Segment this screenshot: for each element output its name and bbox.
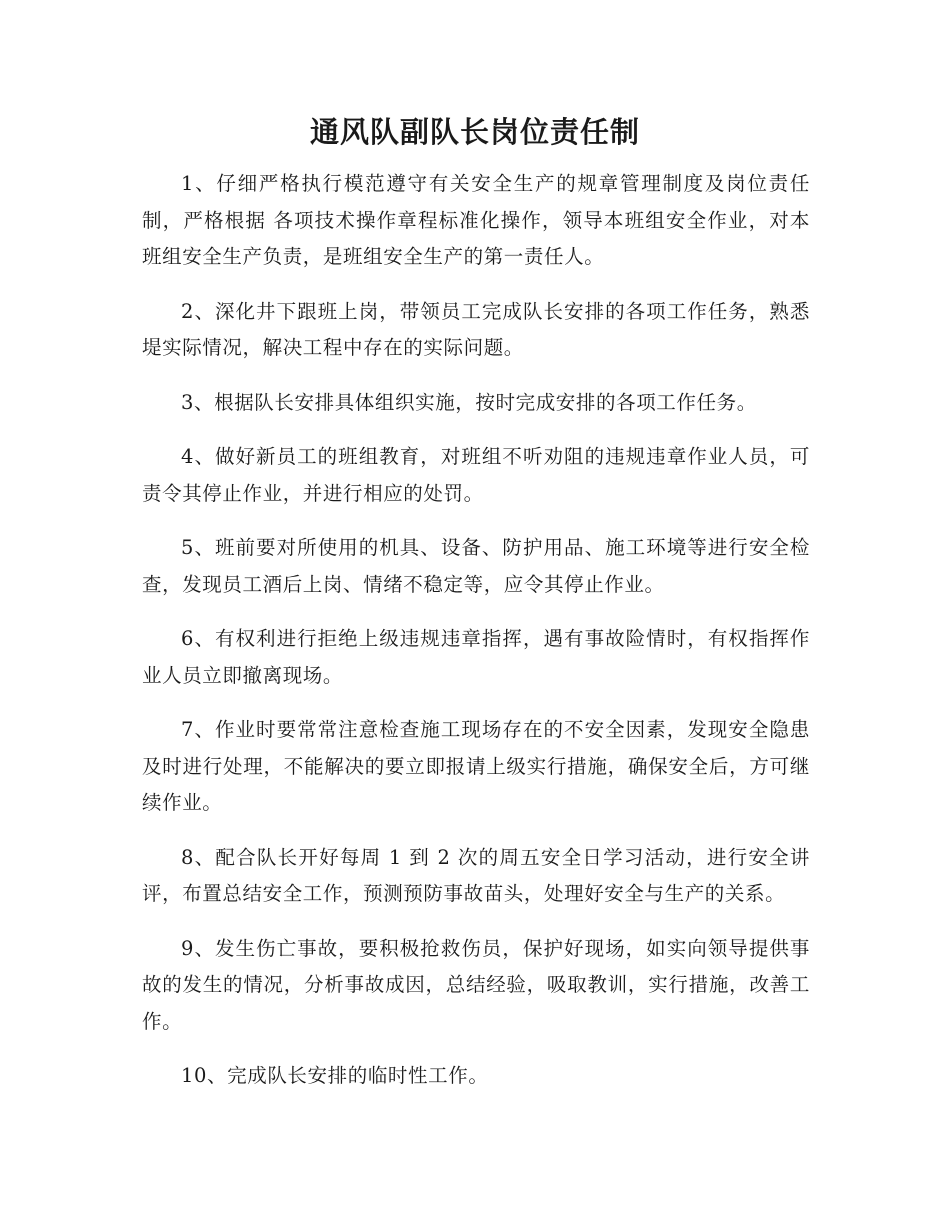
- paragraph-3: 3、根据队长安排具体组织实施，按时完成安排的各项工作任务。: [181, 390, 757, 414]
- paragraph-7: 7、作业时要常常注意检查施工现场存在的不安全因素，发现安全隐患及时进行处理，不能解决的要立即报请上级实行措施，确保安全后，方可继续作业。: [142, 718, 810, 814]
- paragraph-5: 5、班前要对所使用的机具、设备、防护用品、施工环境等进行安全检查，发现员工酒后上岗、情绪不稳定等，应令其停止作业。: [142, 536, 810, 596]
- paragraph-2: 2、深化井下跟班上岗，带领员工完成队长安排的各项工作任务，熟悉堤实际情况，解决工程中存在的实际问题。: [142, 299, 810, 359]
- document-body: [142, 166, 810, 1113]
- paragraph-6: 6、有权利进行拒绝上级违规违章指挥，遇有事故险情时，有权指挥作业人员立即撤离现场。: [142, 627, 810, 687]
- document-title: 通风队副队长岗位责任制: [309, 115, 640, 149]
- paragraph-1: 1、仔细严格执行模范遵守有关安全生产的规章管理制度及岗位责任制，严格根据 各项技术操作章程标准化操作，领导本班组安全作业，对本班组安全生产负责，是班组安全生产的第一责任人。: [142, 172, 810, 268]
- paragraph-10: 10、完成队长安排的临时性工作。: [181, 1064, 489, 1087]
- paragraph-9: 9、发生伤亡事故，要积极抢救伤员，保护好现场，如实向领导提供事故的发生的情况，分析事故成因，总结经验，吸取教训，实行措施，改善工作。: [142, 936, 810, 1033]
- paragraph-8: 8、配合队长开好每周 1 到 2 次的周五安全日学习活动，进行安全讲评，布置总结安全工作，预测预防事故苗头，处理好安全与生产的关系。: [142, 845, 810, 905]
- paragraph-4: 4、做好新员工的班组教育，对班组不听劝阻的违规违章作业人员，可责令其停止作业，并进行相应的处罚。: [142, 445, 810, 505]
